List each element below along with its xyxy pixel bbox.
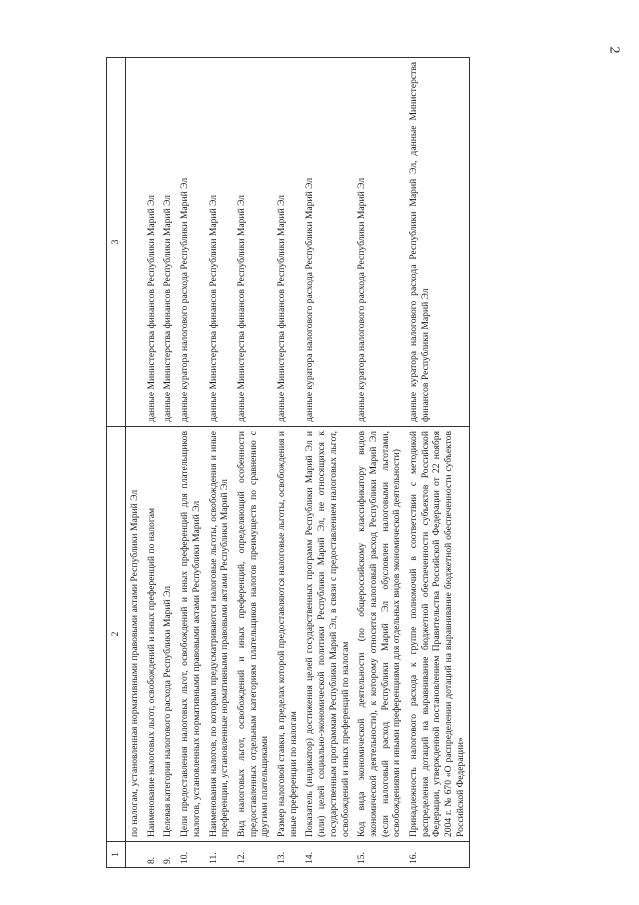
table-row: [301, 58, 353, 868]
row-data-source: данные куратора налогового расхода Республики Марий Эл: [353, 58, 405, 427]
table-row: [143, 58, 160, 868]
table-row: [353, 58, 405, 868]
row-number: 15.: [353, 842, 405, 868]
row-indicator-name: Принадлежность налогового расхода к группе полномочий в соответствии с методикой распределения дотаций на выравнивание бюджетной обеспеченности субъектов Российской Федерации, утвержденной постановлением Правительства Российской Федерации от 22 ноября 2004 г. № 670 «О распределении дотаций на выравнивание бюджетной обеспеченности субъектов Российской Федерации»: [405, 427, 469, 842]
row-number: 16.: [405, 842, 469, 868]
table-row: [233, 58, 273, 868]
row-data-source: данные куратора налогового расхода Республики Марий Эл, данные Министерства финансов Республики Марий Эл: [405, 58, 469, 427]
row-number: 10.: [176, 842, 204, 868]
row-number: 12.: [233, 842, 273, 868]
row-number: 13.: [273, 842, 301, 868]
table-header-row: [107, 58, 126, 868]
row-indicator-name: Показатель (индикатор) достижения целей государственных программ Республики Марий Эл и (или) целей социально-экономической политики Республики Марий Эл, не относящихся к государственным программам Республики Марий Эл, в связи с предоставлением налоговых льгот, освобождений и иных преференций по налогам: [301, 427, 353, 842]
row-data-source: данные куратора налогового расхода Республики Марий Эл: [301, 58, 353, 427]
row-indicator-name: Вид налоговых льгот, освобождений и иных преференций, определяющий особенности предоставленных отдельным категориям плательщиков налогов преимуществ по сравнению с другими плательщиками: [233, 427, 273, 842]
continuation-row: [126, 58, 143, 868]
tax-expense-passport-table: [106, 57, 470, 868]
row-data-source: данные Министерства финансов Республики Марий Эл: [273, 58, 301, 427]
column-header-source: 3: [107, 58, 126, 427]
row-indicator-name: Код вида экономической деятельности (по общероссийскому классификатору видов экономической деятельности), к которому относится налоговый расход Республики Марий Эл (если налоговый расход Республики Марий Эл обусловлен налоговыми льготами, освобождениями и иными преференциями для отдельных видов экономической деятельности): [353, 427, 405, 842]
table-row: [273, 58, 301, 868]
row-indicator-name: Размер налоговой ставки, в пределах которой предоставляются налоговые льготы, освобождения и иные преференции по налогам: [273, 427, 301, 842]
continuation-number-cell: [126, 842, 143, 868]
table-row: [176, 58, 204, 868]
row-number: 9.: [159, 842, 176, 868]
row-data-source: данные Министерства финансов Республики Марий Эл: [159, 58, 176, 427]
column-header-number: 1: [107, 842, 126, 868]
rotated-table-container: [106, 58, 591, 868]
row-data-source: данные Министерства финансов Республики Марий Эл: [205, 58, 233, 427]
continuation-text: по налогам, установленная нормативными правовыми актами Республики Марий Эл: [126, 427, 143, 842]
table-row: [405, 58, 469, 868]
table-row: [205, 58, 233, 868]
column-header-indicator: 2: [107, 427, 126, 842]
row-number: 8.: [143, 842, 160, 868]
row-number: 11.: [205, 842, 233, 868]
row-indicator-name: Наименования налогов, по которым предусматриваются налоговые льготы, освобождения и иные преференции, установленные нормативными правовыми актами Республики Марий Эл: [205, 427, 233, 842]
row-data-source: данные Министерства финансов Республики Марий Эл: [143, 58, 160, 427]
table-row: [159, 58, 176, 868]
row-indicator-name: Наименование налоговых льгот, освобождений и иных преференций по налогам: [143, 427, 160, 842]
row-indicator-name: Цели предоставления налоговых льгот, освобождений и иных преференций для плательщиков налогов, установленных нормативными правовыми актами Республики Марий Эл: [176, 427, 204, 842]
row-number: 14.: [301, 842, 353, 868]
page-number: 2: [606, 46, 622, 54]
row-data-source: данные Министерства финансов Республики Марий Эл: [233, 58, 273, 427]
row-data-source: данные куратора налогового расхода Республики Марий Эл: [176, 58, 204, 427]
continuation-source-cell: [126, 58, 143, 427]
row-indicator-name: Целевая категория налогового расхода Республики Марий Эл: [159, 427, 176, 842]
